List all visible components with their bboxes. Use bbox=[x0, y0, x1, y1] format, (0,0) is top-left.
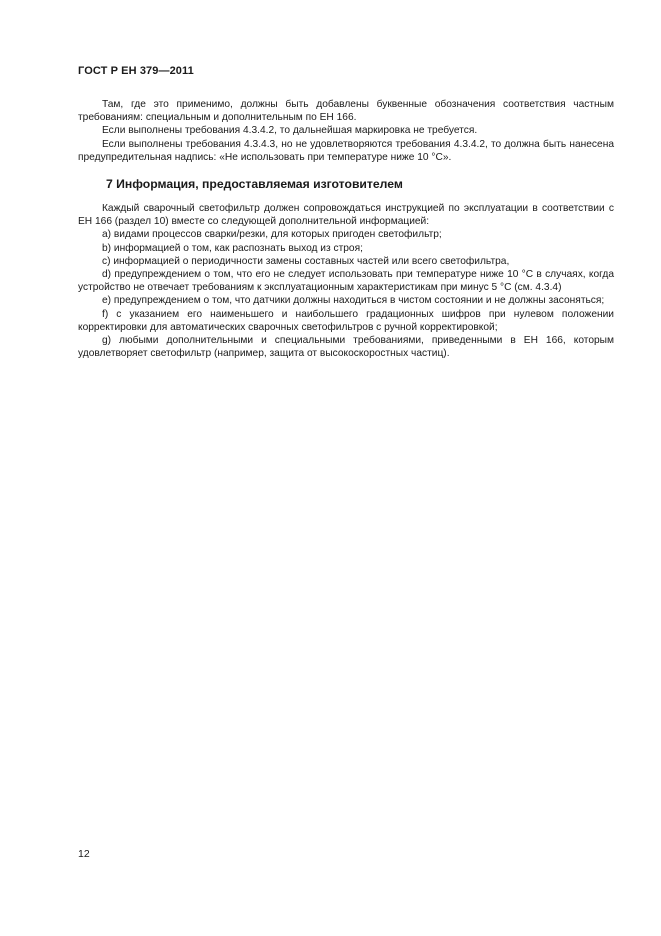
paragraph: Если выполнены требования 4.3.4.3, но не удовлетворяются требования 4.3.4.2, то должна быть нанесена предупредительная надпись: «Не использовать при температуре ниже 10 °С». bbox=[78, 138, 614, 163]
section-body bbox=[78, 202, 614, 360]
list-item: g) любыми дополнительными и специальными требованиями, приведенными в ЕН 166, которым удовлетворяет светофильтр (например, защита от высокоскоростных частиц). bbox=[78, 335, 614, 360]
list-item: b) информацией о том, как распознать выход из строя; bbox=[102, 242, 363, 254]
page-number: 12 bbox=[78, 848, 90, 860]
intro-block bbox=[78, 98, 614, 164]
paragraph: Там, где это применимо, должны быть добавлены буквенные обозначения соответствия частным требованиям: специальным и дополнительным по ЕН 166. bbox=[78, 99, 614, 124]
list-item: a) видами процессов сварки/резки, для которых пригоден светофильтр; bbox=[102, 229, 442, 241]
list-item: c) информацией о периодичности замены составных частей или всего светофильтра, bbox=[102, 255, 510, 267]
section-lead: Каждый сварочный светофильтр должен сопровождаться инструкцией по эксплуатации в соответствии с ЕН 166 (раздел 10) вместе со следующей дополнительной информацией: bbox=[78, 203, 614, 228]
paragraph: Если выполнены требования 4.3.4.2, то дальнейшая маркировка не требуется. bbox=[102, 125, 478, 137]
document-header: ГОСТ Р ЕН 379—2011 bbox=[78, 65, 194, 77]
list-item: f) с указанием его наименьшего и наибольшего градационных шифров при нулевом положении корректировки для автоматических сварочных светофильтров с ручной корректировкой; bbox=[78, 308, 614, 333]
list-item: e) предупреждением о том, что датчики должны находиться в чистом состоянии и не должны засоняться; bbox=[102, 295, 605, 307]
section-title: 7 Информация, предоставляемая изготовителем bbox=[106, 177, 403, 191]
list-item: d) предупреждением о том, что его не следует использовать при температуре ниже 10 °С в случаях, когда устройство не отвечает требованиям к эксплуатационным характеристикам при минус 5 °С (см. 4.3.4) bbox=[78, 269, 614, 294]
